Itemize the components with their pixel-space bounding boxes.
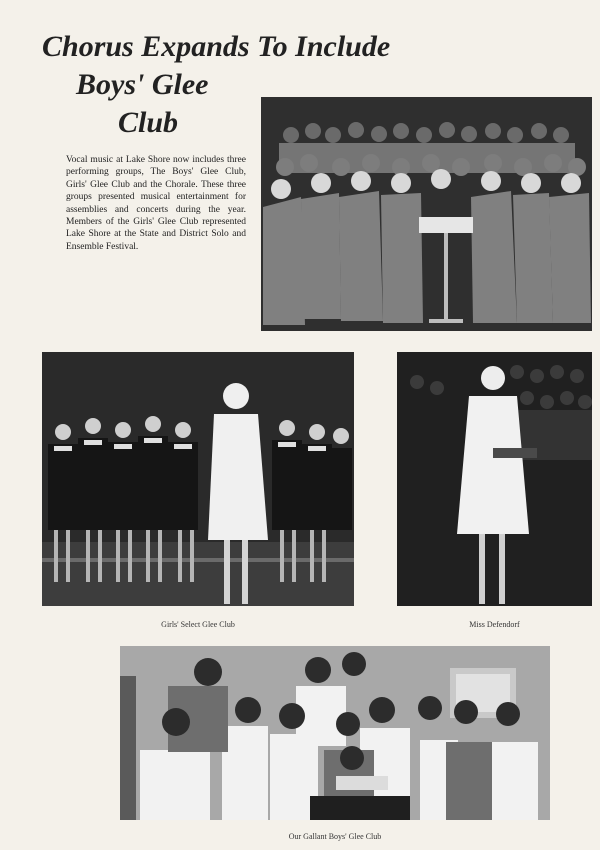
defendorf-photo-image — [397, 352, 592, 606]
select-glee-photo — [42, 352, 354, 606]
intro-paragraph: Vocal music at Lake Shore now includes three performing groups, The Boys' Glee Club, Girls' Glee Club and the Chorale. These three groups presented musical entertainment for assemblies and concerts during the year. Members of the Girls' Glee Club represented Lake Shore at the State and District Solo and Ensemble Festival. — [66, 155, 246, 252]
boys-glee-photo — [120, 646, 550, 820]
boys-glee-caption: Our Gallant Boys' Glee Club — [288, 832, 382, 841]
select-glee-caption: Girls' Select Glee Club — [161, 620, 235, 629]
headline-line-3: Club — [118, 106, 179, 139]
chorale-photo — [261, 97, 592, 331]
boys-glee-photo-image — [120, 646, 550, 820]
defendorf-caption: Miss Defendorf — [469, 620, 520, 629]
headline-line-2: Boys' Glee — [76, 68, 209, 101]
headline-line-1: Chorus Expands To Include — [42, 30, 391, 63]
select-glee-photo-image — [42, 352, 354, 606]
chorale-photo-image — [261, 97, 592, 331]
defendorf-photo — [397, 352, 592, 606]
